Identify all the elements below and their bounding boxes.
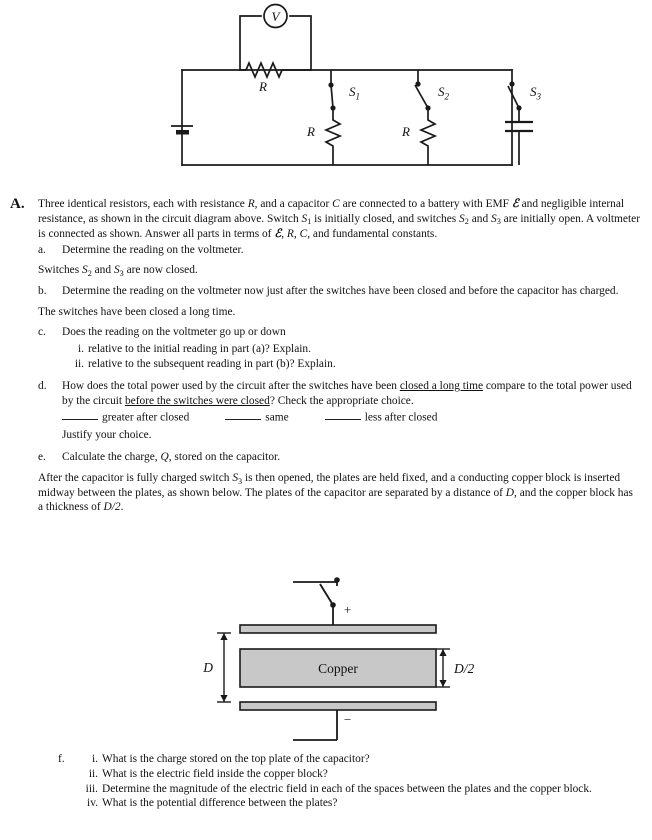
part-c-i-label: i. [77, 342, 84, 355]
resistor-mid-label: R [307, 124, 315, 139]
statement-copper-block: After the capacitor is fully charged switch $S_3$ is then opened, the plates are held fixed, and a conducting copper block is inserted midway between the plates, as shown below. The plates of the capacitor are separated by a distance of D, and the copper block has a thickness of D/2. [38, 472, 633, 514]
resistor-top-label: R [259, 79, 267, 94]
choice-blank-less[interactable] [325, 410, 361, 420]
part-f-list [74, 752, 640, 811]
emf-symbol: ℰ [511, 196, 519, 210]
part-c-i-text: relative to the initial reading in part (a)? Explain. [88, 342, 311, 355]
switch-s3-label: $S_3$ [530, 84, 541, 102]
part-f-item-iv [74, 796, 640, 811]
part-e-label: e. [38, 450, 46, 463]
part-d-choice-1: greater after closed [102, 411, 190, 424]
part-d [38, 379, 640, 443]
part-d-underline-2: before the switches were closed [124, 394, 270, 407]
part-e [38, 450, 640, 465]
circuit-diagram [0, 0, 652, 192]
part-a-text: Determine the reading on the voltmeter. [62, 243, 244, 256]
part-f-iii-text: Determine the magnitude of the electric field in each of the spaces between the plates and the copper block. [102, 782, 592, 795]
part-d-choice-3: less after closed [364, 411, 438, 424]
part-f-label: f. [58, 753, 65, 765]
part-c-item-i [62, 342, 640, 357]
figure-switch [293, 577, 340, 625]
switch-s1-label: $S_1$ [349, 84, 360, 102]
part-b [38, 284, 640, 299]
switch-s2-label: $S_2$ [438, 84, 449, 102]
part-f-iii-label: iii. [85, 782, 98, 795]
statement-switches-closed: Switches $S_2$ and $S_3$ are now closed. [38, 264, 198, 278]
choice-blank-greater[interactable] [62, 410, 98, 420]
problem-body [0, 196, 652, 515]
part-d-choices [62, 410, 640, 425]
problem-marker: A. [10, 196, 25, 212]
part-f-ii-text: What is the electric field inside the copper block? [102, 767, 328, 780]
part-d-justify: Justify your choice. [62, 429, 152, 442]
part-e-text: Calculate the charge, Q, stored on the capacitor. [62, 450, 281, 463]
statement-long-time: The switches have been closed a long time. [38, 305, 236, 318]
part-f-item-iii [74, 782, 640, 797]
choice-blank-same[interactable] [225, 410, 261, 420]
part-c-subitems [62, 342, 640, 372]
part-f-i-label: i. [91, 753, 98, 765]
part-f-item-ii [74, 767, 640, 782]
part-f-i-text: What is the charge stored on the top plate of the capacitor? [102, 753, 370, 765]
part-c-text: Does the reading on the voltmeter go up or down [62, 326, 286, 339]
plus-label: + [344, 602, 352, 617]
resistor-right-label: R [402, 124, 410, 139]
dimension-D2 [436, 649, 450, 687]
part-c-item-ii [62, 357, 640, 372]
minus-label: − [344, 712, 352, 727]
part-f-ii-label: ii. [88, 767, 98, 780]
branch-s1 [326, 70, 340, 165]
problem-statement-A [8, 196, 640, 242]
part-a [38, 243, 640, 258]
dimension-D-label: D [203, 660, 213, 675]
part-d-choice-2: same [265, 411, 289, 424]
dimension-D [217, 633, 231, 702]
voltmeter-wire-right [290, 16, 311, 70]
voltmeter-wire-left [240, 16, 261, 70]
part-f-iv-text: What is the potential difference between the plates? [102, 797, 338, 810]
part-d-underline-1: closed a long time [399, 379, 484, 392]
part-c-ii-text: relative to the subsequent reading in part (b)? Explain. [88, 358, 336, 371]
voltmeter [264, 5, 287, 28]
part-a-label: a. [38, 243, 46, 256]
part-f-item-i [74, 752, 640, 767]
capacitor-bottom-plate [240, 702, 436, 710]
branch-s3 [505, 81, 533, 165]
copper-block-label: Copper [318, 661, 358, 676]
branch-s2 [415, 70, 435, 165]
capacitor-top-plate [240, 625, 436, 633]
dimension-D2-label: D/2 [454, 661, 475, 676]
problem-intro-text: Three identical resistors, each with resistance R, and a capacitor C are connected to a battery with EMF ℰ and negligible internal resistance, as shown in the circuit diagram above. Switch $S_1$ is initially closed, and switches $S_2$ and $S_3$ are initially open. A voltmeter is connected as shown. Answer all parts in terms of ℰ, R, C, and fundamental constants. [38, 196, 640, 241]
part-f-iv-label: iv. [87, 797, 98, 810]
figure-bottom-lead [293, 710, 337, 740]
voltmeter-label: V [271, 9, 280, 24]
part-d-text: How does the total power used by the circuit after the switches have been closed a long time compare to the total power used by the circuit before the switches were closed? Check the appropriate choice. [62, 379, 632, 407]
part-b-label: b. [38, 284, 47, 297]
capacitor-figure [0, 572, 652, 748]
part-c-ii-label: ii. [74, 358, 84, 371]
part-c [38, 325, 640, 372]
part-f [0, 752, 652, 811]
part-d-label: d. [38, 379, 47, 392]
part-b-text: Determine the reading on the voltmeter now just after the switches have been closed and before the capacitor has charged. [62, 284, 619, 297]
part-c-label: c. [38, 326, 46, 339]
